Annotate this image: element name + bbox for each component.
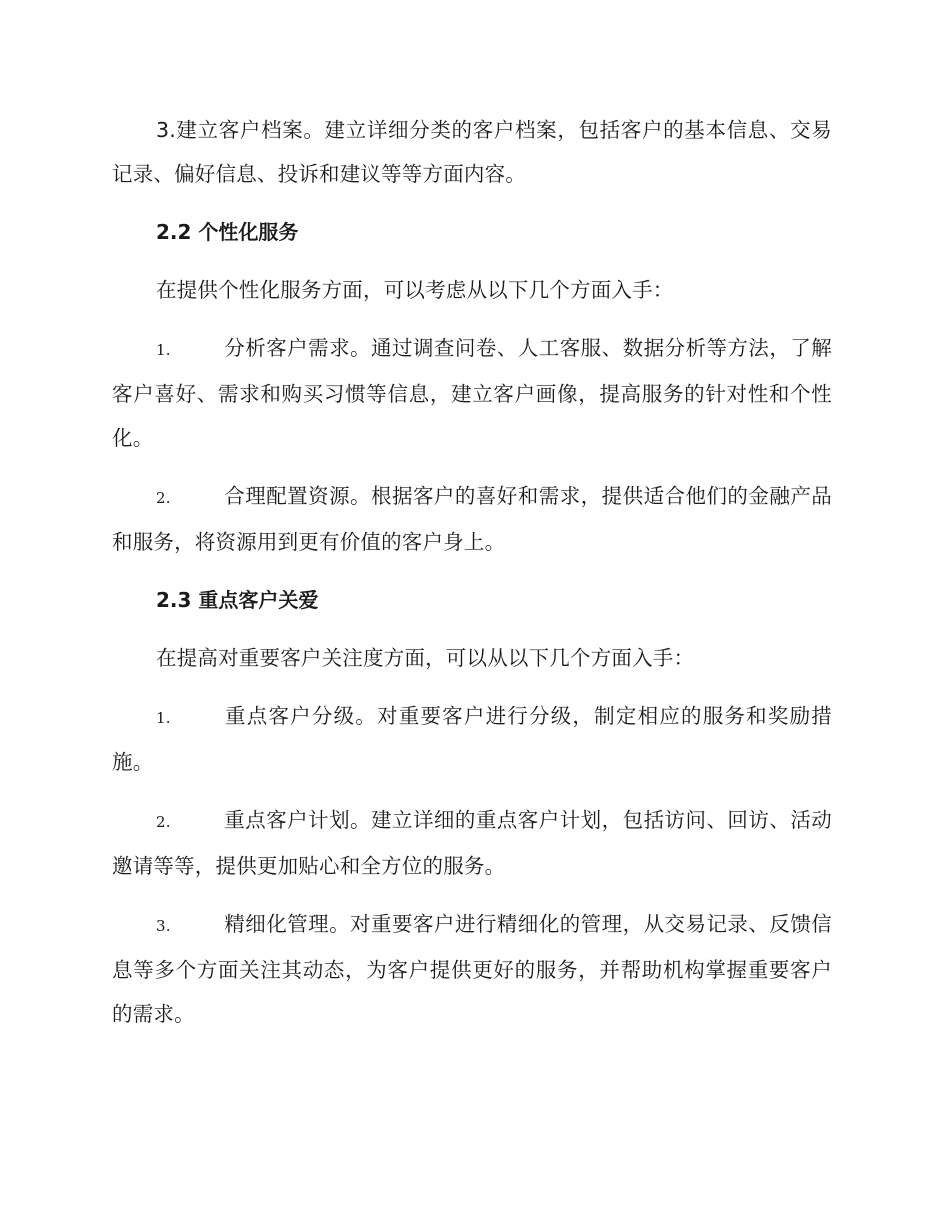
section-heading-2-2: 2.2 个性化服务 xyxy=(156,220,299,244)
section-2-3-lead: 在提高对重要客户关注度方面，可以从以下几个方面入手： xyxy=(156,646,695,670)
section-heading-2-3: 2.3 重点客户关爱 xyxy=(156,588,319,612)
list-number: 1. xyxy=(156,341,171,359)
list-item xyxy=(112,902,832,1036)
list-item xyxy=(112,694,832,784)
document-page xyxy=(112,108,832,1050)
list-text: 重点客户分级。对重要客户进行分级，制定相应的服务和奖励措施。 xyxy=(112,704,832,774)
list-number: 3. xyxy=(156,917,171,935)
list-number: 2. xyxy=(156,489,171,507)
list-text: 合理配置资源。根据客户的喜好和需求，提供适合他们的金融产品和服务，将资源用到更有价值的客户身上。 xyxy=(112,484,832,554)
list-text: 重点客户计划。建立详细的重点客户计划，包括访问、回访、活动邀请等等，提供更加贴心和全方位的服务。 xyxy=(112,808,832,878)
list-number: 1. xyxy=(156,709,171,727)
intro-paragraph: 3.建立客户档案。建立详细分类的客户档案，包括客户的基本信息、交易记录、偏好信息、投诉和建议等等方面内容。 xyxy=(112,118,832,186)
list-text: 精细化管理。对重要客户进行精细化的管理，从交易记录、反馈信息等多个方面关注其动态，为客户提供更好的服务，并帮助机构掌握重要客户的需求。 xyxy=(112,912,832,1026)
list-text: 分析客户需求。通过调查问卷、人工客服、数据分析等方法，了解客户喜好、需求和购买习惯等信息，建立客户画像，提高服务的针对性和个性化。 xyxy=(112,336,832,450)
section-2-2-lead: 在提供个性化服务方面，可以考虑从以下几个方面入手： xyxy=(156,278,674,302)
list-item xyxy=(112,474,832,564)
list-item xyxy=(112,798,832,888)
list-item xyxy=(112,326,832,460)
list-number: 2. xyxy=(156,813,171,831)
